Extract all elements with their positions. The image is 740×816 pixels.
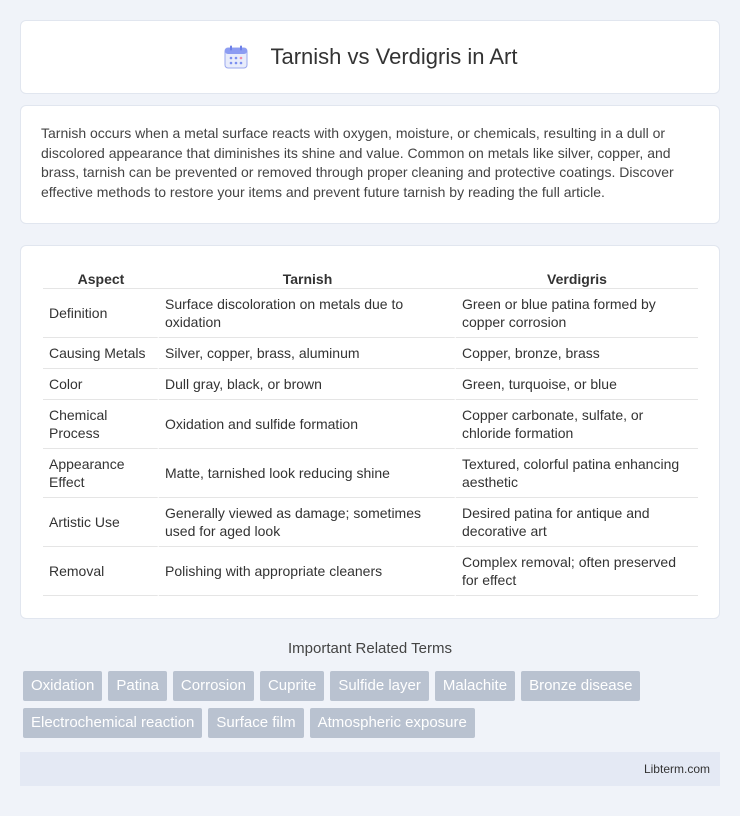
- table-row: [43, 400, 698, 449]
- row-verdigris: Green or blue patina formed by copper corrosion: [456, 289, 698, 338]
- row-verdigris: Complex removal; often preserved for effect: [456, 547, 698, 596]
- title-card: [20, 20, 720, 94]
- row-aspect: Definition: [43, 289, 159, 338]
- row-verdigris: Green, turquoise, or blue: [456, 369, 698, 400]
- row-tarnish: Generally viewed as damage; sometimes used for aged look: [159, 498, 456, 547]
- table-row: [43, 338, 698, 369]
- table-row: [43, 449, 698, 498]
- tag-surface-film[interactable]: Surface film: [208, 708, 303, 738]
- row-tarnish: Surface discoloration on metals due to oxidation: [159, 289, 456, 338]
- header-tarnish: Tarnish: [159, 266, 456, 289]
- comparison-card: [20, 245, 720, 619]
- row-verdigris: Desired patina for antique and decorative art: [456, 498, 698, 547]
- header-aspect: Aspect: [43, 266, 159, 289]
- row-tarnish: Dull gray, black, or brown: [159, 369, 456, 400]
- tag-corrosion[interactable]: Corrosion: [173, 671, 254, 701]
- row-tarnish: Silver, copper, brass, aluminum: [159, 338, 456, 369]
- header-verdigris: Verdigris: [456, 266, 698, 289]
- footer: [20, 752, 720, 786]
- footer-site-link[interactable]: Libterm.com: [643, 762, 710, 776]
- table-row: [43, 369, 698, 400]
- table-header-row: [43, 266, 698, 289]
- row-verdigris: Textured, colorful patina enhancing aesthetic: [456, 449, 698, 498]
- row-aspect: Chemical Process: [43, 400, 159, 449]
- intro-card: [20, 105, 720, 224]
- tag-cuprite[interactable]: Cuprite: [260, 671, 324, 701]
- row-verdigris: Copper carbonate, sulfate, or chloride formation: [456, 400, 698, 449]
- row-aspect: Color: [43, 369, 159, 400]
- row-tarnish: Oxidation and sulfide formation: [159, 400, 456, 449]
- tag-oxidation[interactable]: Oxidation: [23, 671, 102, 701]
- page-title: Tarnish vs Verdigris in Art: [270, 44, 518, 69]
- calendar-icon: [223, 44, 249, 70]
- row-aspect: Appearance Effect: [43, 449, 159, 498]
- row-tarnish: Matte, tarnished look reducing shine: [159, 449, 456, 498]
- row-aspect: Artistic Use: [43, 498, 159, 547]
- tag-atmospheric-exposure[interactable]: Atmospheric exposure: [310, 708, 475, 738]
- row-tarnish: Polishing with appropriate cleaners: [159, 547, 456, 596]
- table-row: [43, 498, 698, 547]
- table-row: [43, 547, 698, 596]
- related-tags: [23, 671, 723, 745]
- row-aspect: Causing Metals: [43, 338, 159, 369]
- comparison-table: [43, 266, 698, 596]
- table-row: [43, 289, 698, 338]
- row-verdigris: Copper, bronze, brass: [456, 338, 698, 369]
- intro-text: Tarnish occurs when a metal surface reacts with oxygen, moisture, or chemicals, resulting in a dull or discolored appearance that diminishes its shine and value. Common on metals like silver, copper, and brass, tarnish can be prevented or removed through proper cleaning and protective coatings. Discover effective methods to restore your items and prevent future tarnish by reading the full article.: [41, 125, 674, 200]
- row-aspect: Removal: [43, 547, 159, 596]
- tag-patina[interactable]: Patina: [108, 671, 167, 701]
- tag-electrochemical-reaction[interactable]: Electrochemical reaction: [23, 708, 202, 738]
- related-terms-title: Important Related Terms: [288, 640, 452, 657]
- tag-malachite[interactable]: Malachite: [435, 671, 515, 701]
- tag-sulfide-layer[interactable]: Sulfide layer: [330, 671, 429, 701]
- tag-bronze-disease[interactable]: Bronze disease: [521, 671, 640, 701]
